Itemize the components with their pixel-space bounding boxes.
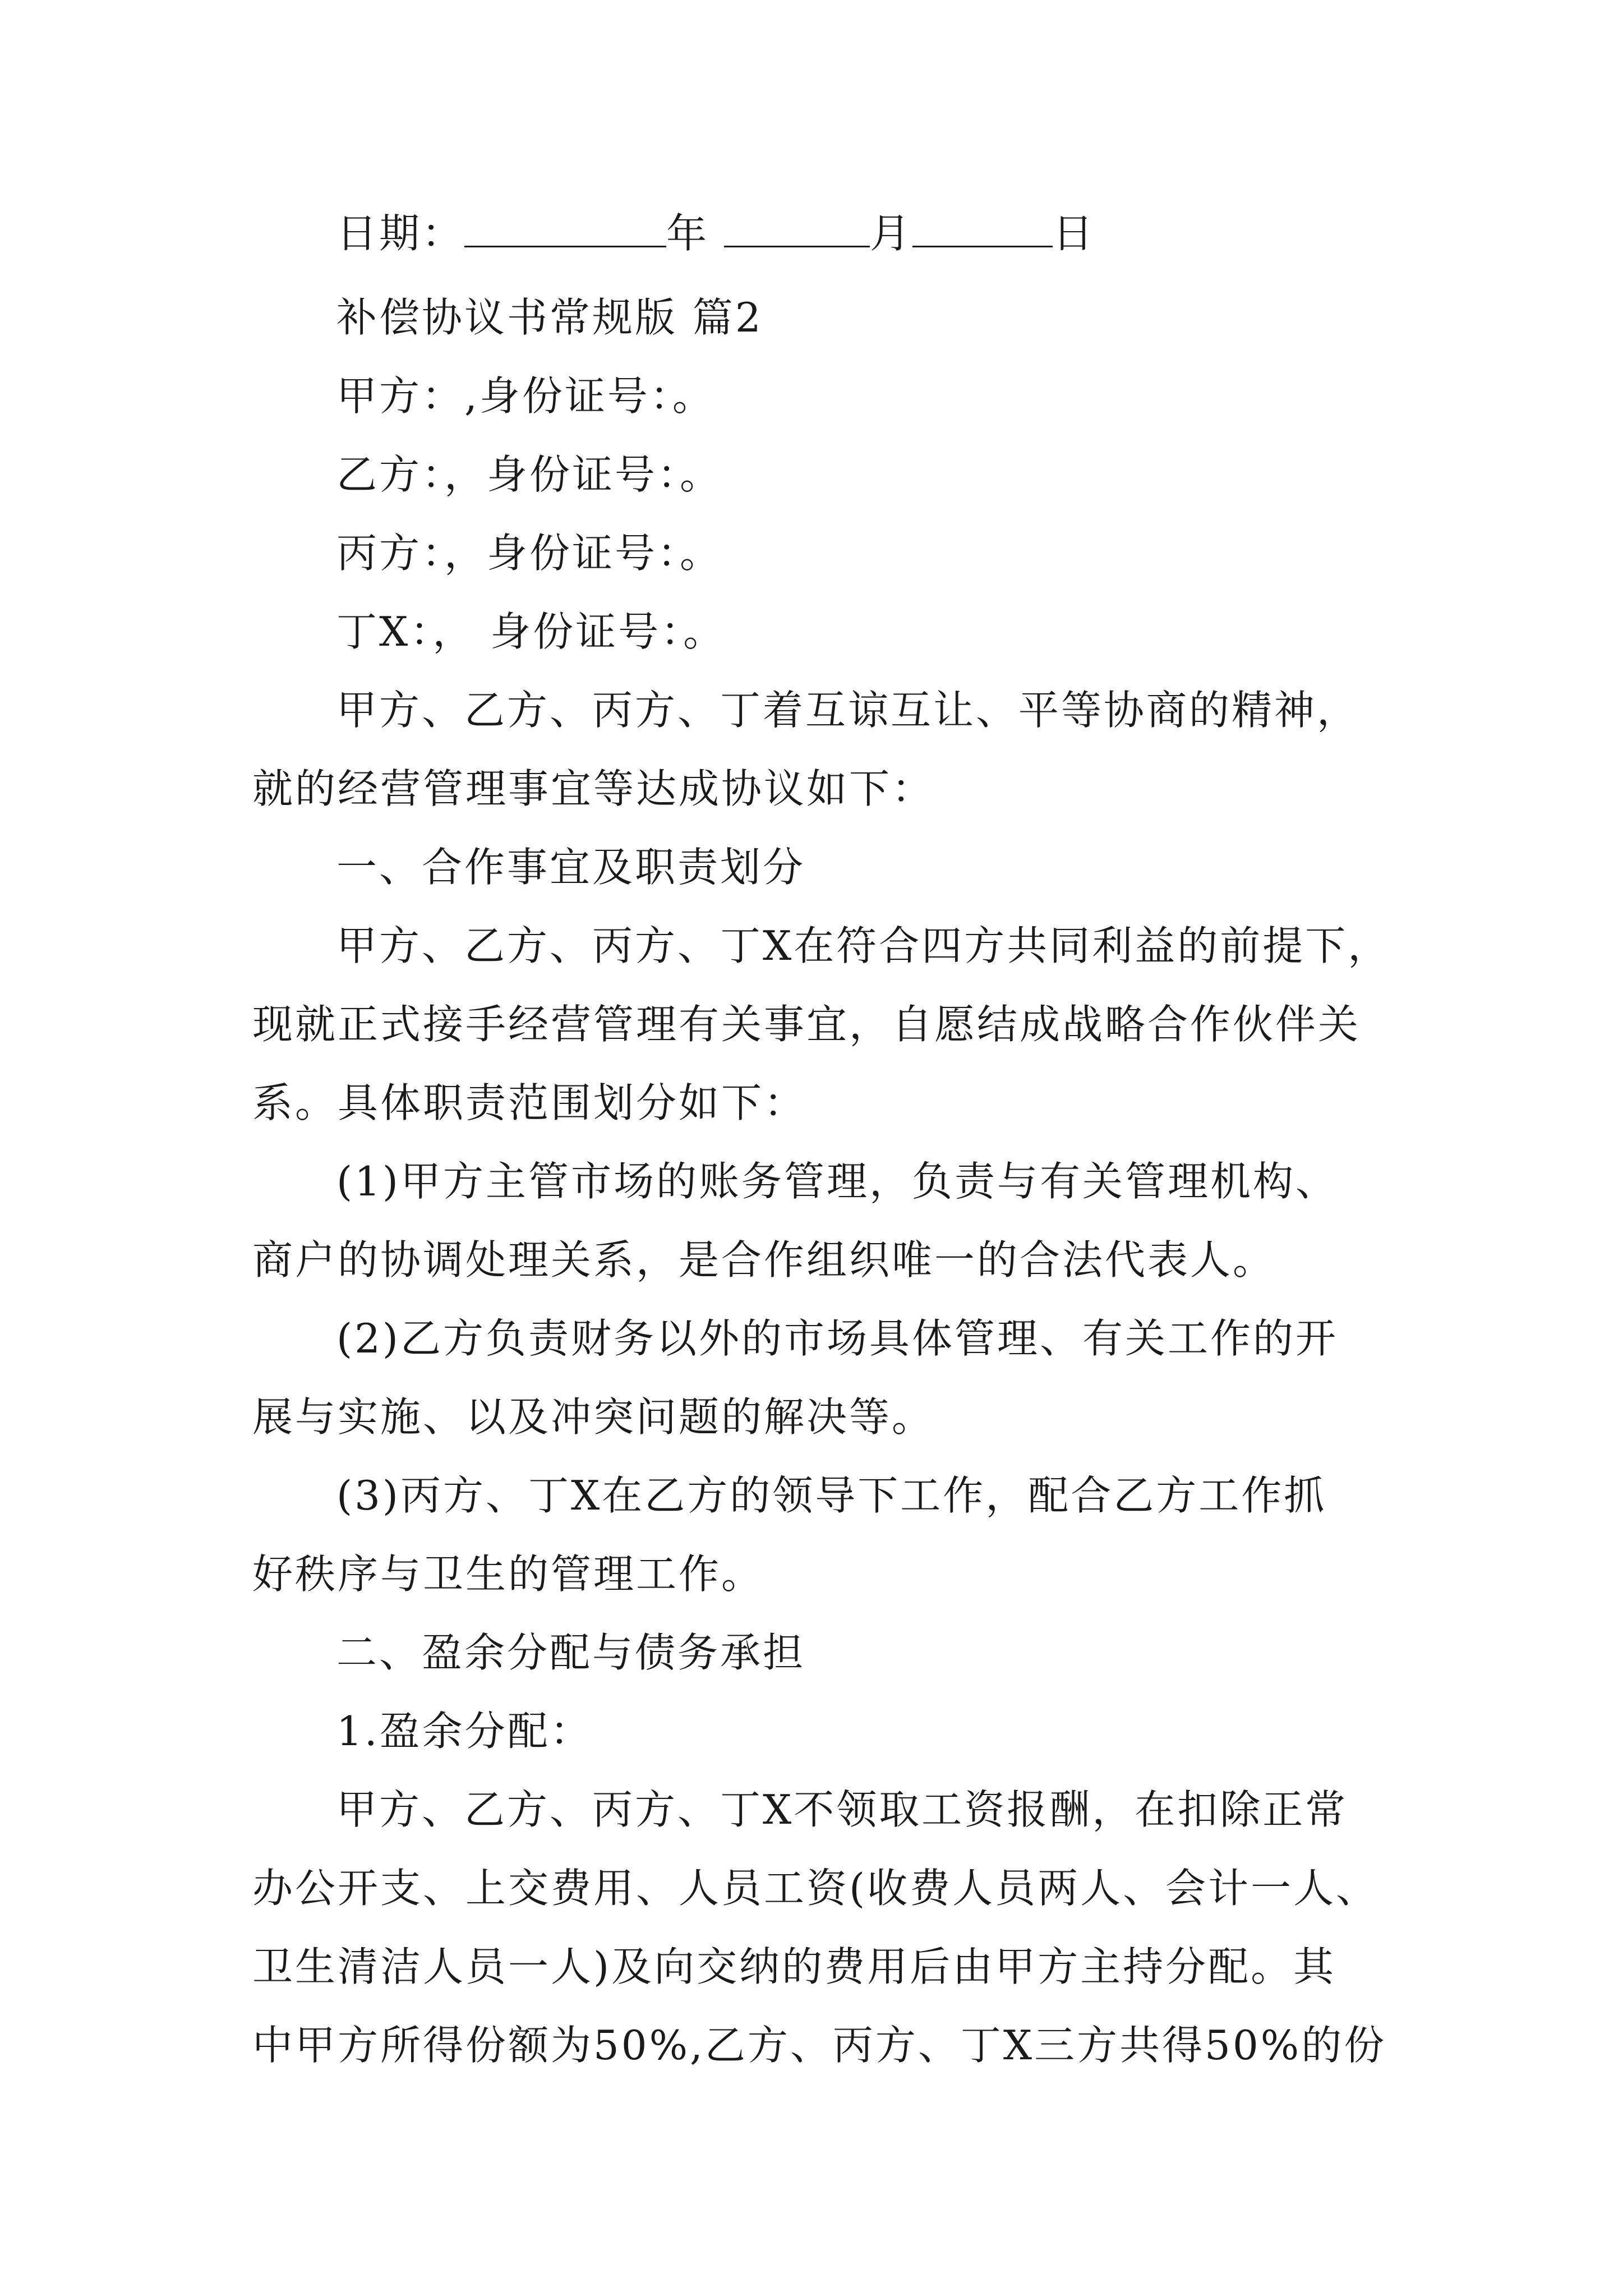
year-label: 年 — [666, 210, 709, 257]
preamble-line-2: 就的经营管理事宜等达成协议如下： — [252, 765, 935, 812]
item-3-line-2: 好秩序与卫生的管理工作。 — [252, 1550, 764, 1598]
month-label: 月 — [869, 210, 912, 257]
section-1-intro-line-1: 甲方、乙方、丙方、丁X在符合四方共同利益的前提下， — [336, 922, 1391, 969]
section-2-title: 二、盈余分配与债务承担 — [336, 1629, 806, 1676]
section-2-para-line-2: 办公开支、上交费用、人员工资(收费人员两人、会计一人、 — [252, 1865, 1379, 1912]
party-a-line: 甲方：,身份证号：。 — [336, 372, 715, 420]
date-line — [336, 206, 1486, 260]
section-2-para-line-1: 甲方、乙方、丙方、丁X不领取工资报酬，在扣除正常 — [336, 1786, 1348, 1833]
party-d-line: 丁X：， 身份证号：。 — [336, 608, 726, 655]
year-blank — [464, 209, 666, 247]
party-b-line: 乙方：，身份证号：。 — [336, 451, 723, 498]
section-2-sub-1: 1.盈余分配： — [336, 1708, 593, 1755]
day-blank — [912, 209, 1053, 247]
item-3-line-1: (3)丙方、丁X在乙方的领导下工作，配合乙方工作抓 — [336, 1472, 1327, 1519]
document-heading: 补偿协议书常规版 篇2 — [336, 294, 763, 341]
item-1-line-2: 商户的协调处理关系，是合作组织唯一的合法代表人。 — [252, 1236, 1276, 1283]
section-2-para-line-4: 中甲方所得份额为50%,乙方、丙方、丁X三方共得50%的份 — [252, 2022, 1387, 2069]
month-blank — [724, 209, 870, 247]
section-1-intro-line-2: 现就正式接手经营管理有关事宜，自愿结成战略合作伙伴关 — [252, 1001, 1361, 1048]
item-2-line-1: (2)乙方负责财务以外的市场具体管理、有关工作的开 — [336, 1315, 1338, 1362]
section-1-intro-line-3: 系。具体职责范围划分如下： — [252, 1079, 807, 1126]
day-label: 日 — [1052, 210, 1095, 257]
date-label: 日期： — [336, 210, 465, 257]
section-2-para-line-3: 卫生清洁人员一人)及向交纳的费用后由甲方主持分配。其 — [252, 1943, 1336, 1990]
item-1-line-1: (1)甲方主管市场的账务管理，负责与有关管理机构、 — [336, 1158, 1338, 1205]
item-2-line-2: 展与实施、以及冲突问题的解决等。 — [252, 1393, 935, 1441]
section-1-title: 一、合作事宜及职责划分 — [336, 844, 806, 891]
party-c-line: 丙方：，身份证号：。 — [336, 530, 723, 577]
preamble-line-1: 甲方、乙方、丙方、丁着互谅互让、平等协商的精神， — [336, 687, 1360, 734]
